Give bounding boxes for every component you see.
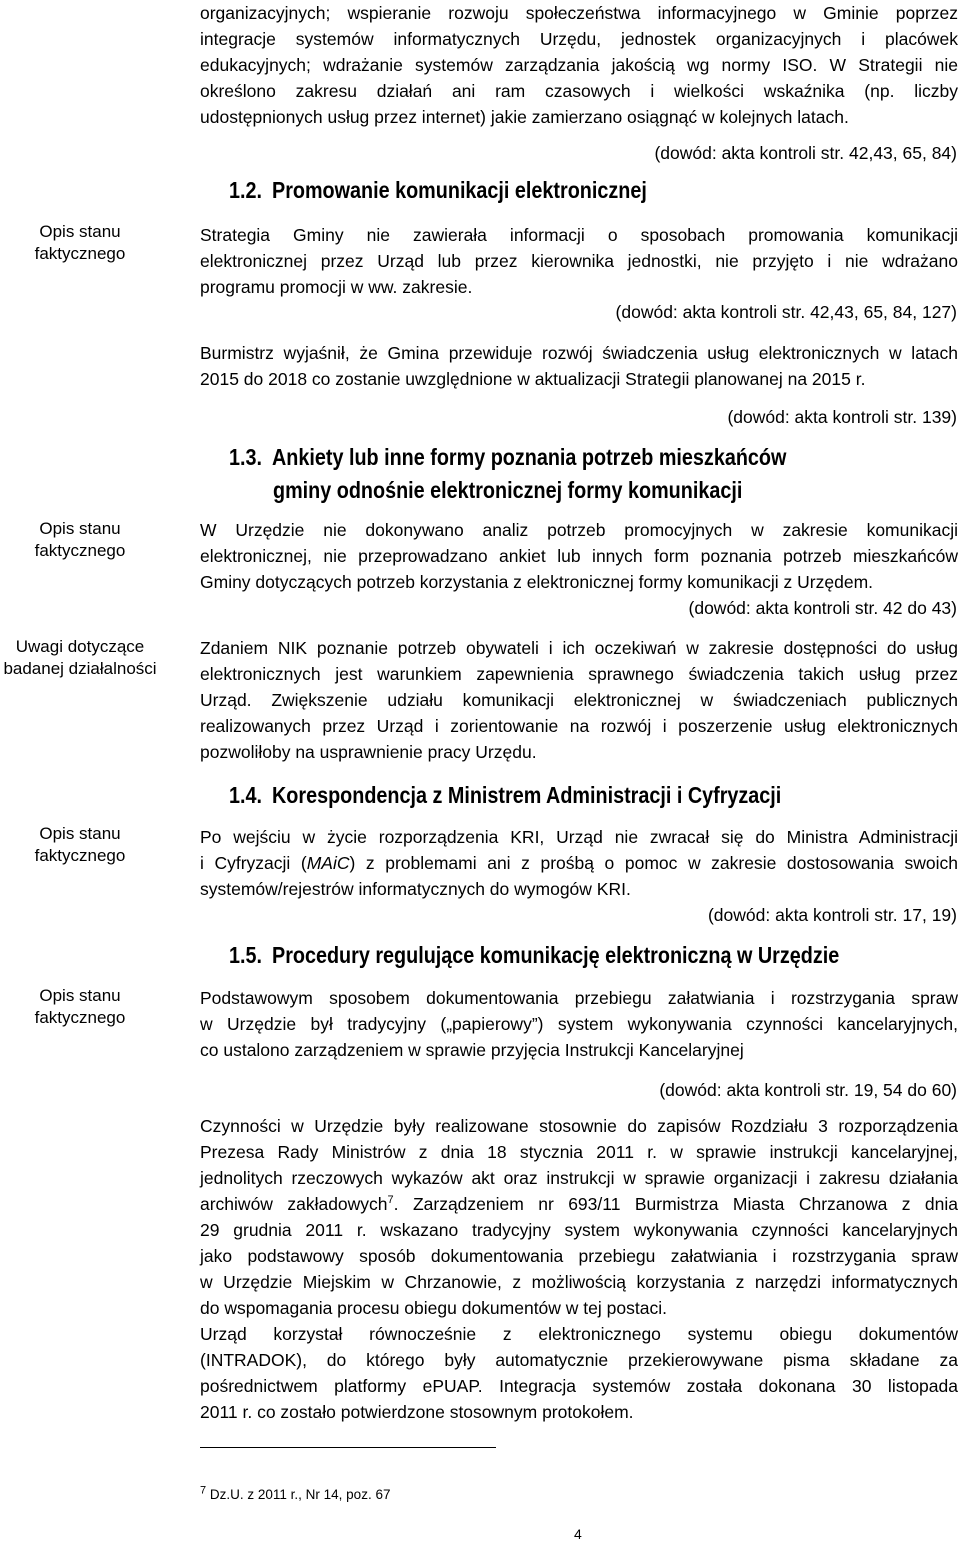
text-line: Urząd. Zwiększenie udziału komunikacji elektronicznej w świadczeniach publicznych [200, 690, 958, 710]
text-line: Podstawowym sposobem dokumentowania przebiegu załatwiania i rozstrzygania spraw [200, 988, 958, 1008]
nik-opinion-paragraph [200, 635, 958, 765]
side-label-line: faktycznego [34, 244, 126, 263]
side-label-line: Opis stanu [39, 519, 121, 538]
abbreviation: MAiC [306, 853, 350, 873]
side-label-line: Opis stanu [39, 986, 121, 1005]
burmistrz-paragraph [200, 340, 958, 392]
section-title: Promowanie komunikacji elektronicznej [272, 177, 647, 203]
evidence-ref: (dowód: akta kontroli str. 42,43, 65, 84, 127) [615, 302, 957, 322]
text-fragment: ) z problemami ani z prośbą o pomoc w zakresie dostosowania swoich [349, 853, 958, 873]
section-heading-1-4 [229, 780, 781, 810]
section-heading-1-3 [229, 442, 786, 472]
text-line: określono zakresu działań ani ram czasowych i wielkości wskaźnika (np. liczby [200, 81, 958, 101]
page-number: 4 [574, 1526, 582, 1542]
text-line: jako podstawowy sposób dokumentowania przebiegu załatwiania i rozstrzygania spraw [200, 1246, 958, 1266]
text-line: (INTRADOK), do którego były automatycznie przekierowywane pisma składane za [200, 1350, 958, 1370]
survey-paragraph [200, 517, 958, 595]
side-label-line: faktycznego [34, 846, 126, 865]
text-line: W Urzędzie nie dokonywano analiz potrzeb promocyjnych w zakresie komunikacji [200, 520, 958, 540]
side-label-line: faktycznego [34, 541, 126, 560]
text-line: Strategia Gminy nie zawierała informacji o sposobach promowania komunikacji [200, 225, 958, 245]
text-line: do wspomagania procesu obiegu dokumentów w tej postaci. [200, 1298, 667, 1318]
section-number: 1.4. [229, 782, 263, 808]
text-fragment: archiwów zakładowych [200, 1194, 388, 1214]
text-line: elektronicznych jest warunkiem zapewnienia sprawnego świadczenia takich usług przez [200, 664, 958, 684]
section-title: Korespondencja z Ministrem Administracji i Cyfryzacji [272, 782, 782, 808]
text-fragment: i Cyfryzacji ( [200, 853, 307, 873]
text-line: elektronicznej przez Urząd lub przez kierownika jednostki, nie przyjęto i nie wdrażano [200, 251, 958, 271]
text-line: edukacyjnych; wdrażanie systemów zarządzania jakością wg normy ISO. W Strategii nie [200, 55, 958, 75]
text-line: 2011 r. co zostało potwierdzone stosownym protokołem. [200, 1402, 634, 1422]
text-line: organizacyjnych; wspieranie rozwoju społeczeństwa informacyjnego w Gminie poprzez [200, 3, 958, 23]
promotion-paragraph [200, 222, 958, 300]
side-label-opis-stanu-2 [0, 518, 160, 562]
section-title: Ankiety lub inne formy poznania potrzeb mieszkańców [272, 444, 787, 470]
text-line: Czynności w Urzędzie były realizowane stosownie do zapisów Rozdziału 3 rozporządzenia [200, 1116, 958, 1136]
side-label-uwagi [0, 636, 160, 680]
text-line: Gminy dotyczących potrzeb korzystania z elektronicznej formy komunikacji z Urzędem. [200, 572, 874, 592]
section-title: gminy odnośnie elektronicznej formy komunikacji [273, 477, 743, 503]
text-line: Zdaniem NIK poznanie potrzeb obywateli i ich oczekiwań w zakresie dostępności do usług [200, 638, 958, 658]
procedures-paragraph [200, 985, 958, 1063]
text-line: Po wejściu w życie rozporządzenia KRI, Urząd nie zwracał się do Ministra Administracji [200, 827, 958, 847]
side-label-line: Opis stanu [39, 222, 121, 241]
text-line: integracje systemów informatycznych Urzędu, jednostek organizacyjnych i placówek [200, 29, 958, 49]
text-line: Prezesa Rady Ministrów z dnia 18 stycznia 2011 r. w sprawie instrukcji kancelaryjnej, [200, 1142, 958, 1162]
text-line: w Urzędzie Miejskim w Chrzanowie, z możliwością korzystania z narzędzi informatycznych [200, 1272, 958, 1292]
section-heading-1-5 [229, 940, 839, 970]
footnote-number: 7 [200, 1484, 207, 1497]
evidence-ref: (dowód: akta kontroli str. 42 do 43) [688, 598, 957, 618]
footnote-ref[interactable]: 7 [387, 1194, 394, 1207]
text-line: 2015 do 2018 co zostanie uwzględnione w aktualizacji Strategii planowanej na 2015 r. [200, 369, 866, 389]
side-label-line: badanej działalności [3, 659, 157, 678]
section-heading-1-2 [229, 175, 647, 205]
footnote [200, 1484, 391, 1502]
text-line: jednolitych rzeczowych wykazów akt oraz instrukcji w sprawie organizacji i zakresu działania [200, 1168, 958, 1188]
side-label-opis-stanu-4 [0, 985, 160, 1029]
evidence-ref: (dowód: akta kontroli str. 139) [727, 407, 957, 427]
text-line: elektronicznej, nie przeprowadzano ankiet lub innych form poznania potrzeb mieszkańców [200, 546, 958, 566]
text-line [200, 1191, 958, 1217]
evidence-ref: (dowód: akta kontroli str. 42,43, 65, 84) [654, 143, 957, 163]
section-title: Procedury regulujące komunikację elektroniczną w Urzędzie [272, 942, 840, 968]
text-line: w Urzędzie był tradycyjny („papierowy”) system wykonywania czynności kancelaryjnych, [200, 1014, 958, 1034]
text-line: udostępnionych usług przez internet) jakie zamierzano osiągnąć w kolejnych latach. [200, 107, 849, 127]
strategy-paragraph [200, 0, 958, 130]
footnote-divider [200, 1447, 496, 1448]
section-number: 1.5. [229, 942, 263, 968]
evidence-ref: (dowód: akta kontroli str. 17, 19) [707, 905, 957, 925]
text-line: pośrednictwem platformy ePUAP. Integracja systemów została dokonana 30 listopada [200, 1376, 958, 1396]
text-line: 29 grudnia 2011 r. wskazano tradycyjny system wykonywania czynności kancelaryjnych [200, 1220, 958, 1240]
text-line: realizowanych przez Urząd i zorientowanie na rozwój i poszerzenie usług elektronicznych [200, 716, 958, 736]
evidence-ref: (dowód: akta kontroli str. 19, 54 do 60) [659, 1080, 957, 1100]
text-line: Burmistrz wyjaśnił, że Gmina przewiduje rozwój świadczenia usług elektronicznych w latach [200, 343, 958, 363]
text-line: Urząd korzystał równocześnie z elektronicznego systemu obiegu dokumentów [200, 1324, 958, 1344]
section-number: 1.3. [229, 444, 263, 470]
text-line: pozwoliłoby na usprawnienie pracy Urzędu. [200, 742, 537, 762]
side-label-line: Uwagi dotyczące [15, 637, 145, 656]
activities-paragraph [200, 1113, 958, 1425]
text-line: programu promocji w ww. zakresie. [200, 277, 473, 297]
side-label-opis-stanu-3 [0, 823, 160, 867]
footnote-text: Dz.U. z 2011 r., Nr 14, poz. 67 [206, 1487, 391, 1502]
text-line: co ustalono zarządzeniem w sprawie przyjęcia Instrukcji Kancelaryjnej [200, 1040, 744, 1060]
section-number: 1.2. [229, 177, 263, 203]
text-line: systemów/rejestrów informatycznych do wymogów KRI. [200, 879, 631, 899]
side-label-opis-stanu-1 [0, 221, 160, 265]
side-label-line: Opis stanu [39, 824, 121, 843]
text-fragment: . Zarządzeniem nr 693/11 Burmistrza Miasta Chrzanowa z dnia [393, 1194, 958, 1214]
text-line [200, 850, 958, 876]
ministry-paragraph [200, 824, 958, 902]
section-heading-1-3-cont [273, 475, 742, 505]
side-label-line: faktycznego [34, 1008, 126, 1027]
